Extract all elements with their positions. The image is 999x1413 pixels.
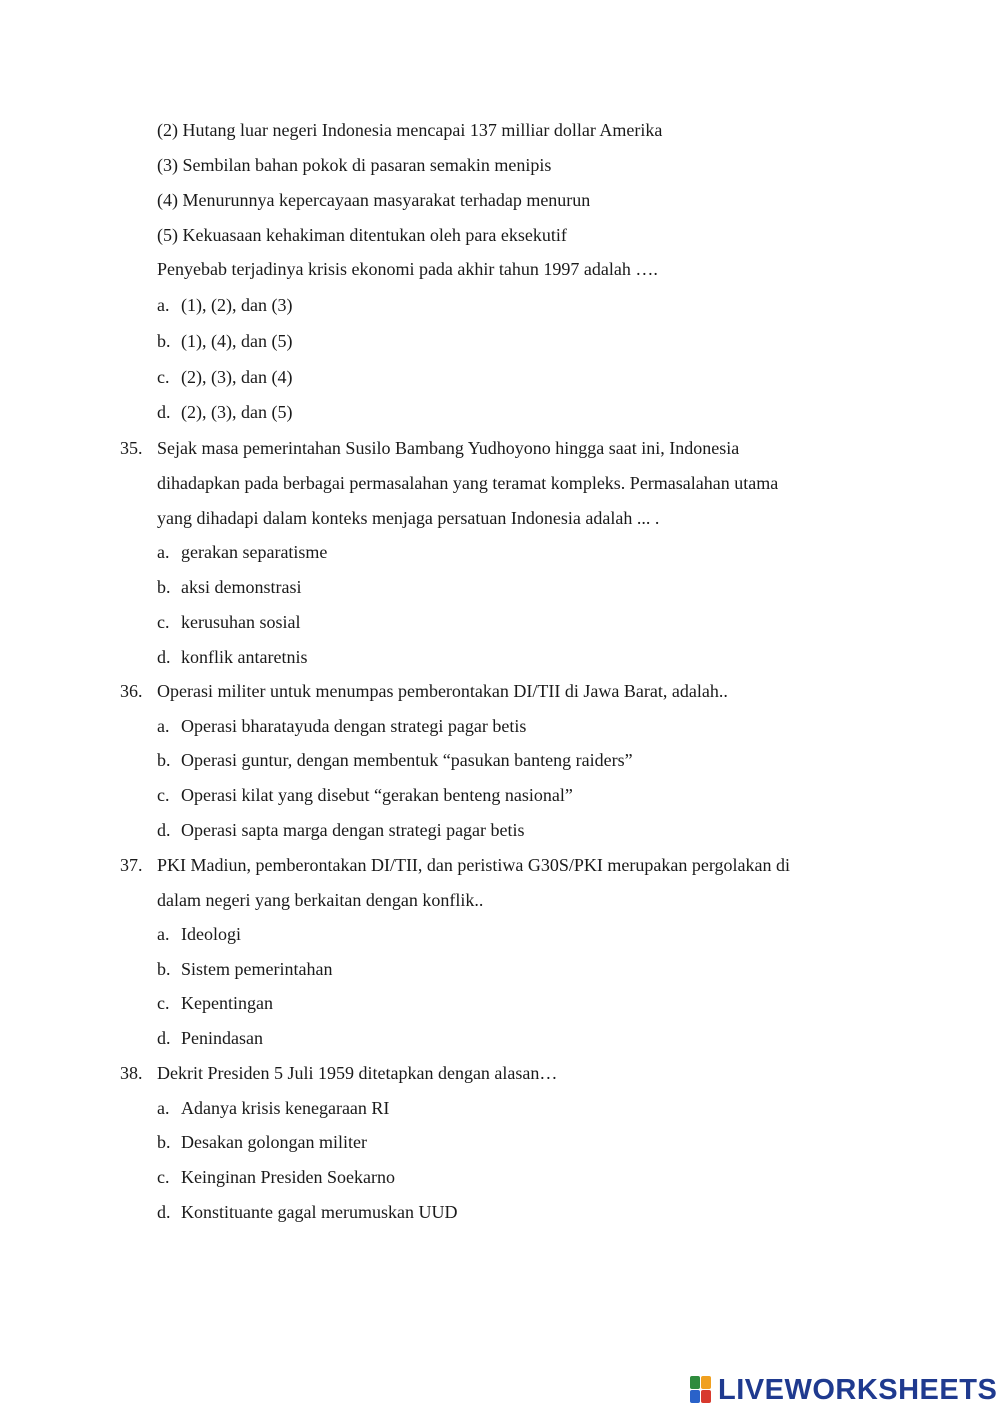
option-letter: c. [157, 612, 170, 632]
option-text: (2), (3), dan (5) [181, 402, 293, 422]
question-34-prompt: Penyebab terjadinya krisis ekonomi pada akhir tahun 1997 adalah …. [157, 259, 658, 279]
option-letter: b. [157, 577, 171, 597]
option-b[interactable] [157, 749, 633, 771]
option-text: (2), (3), dan (4) [181, 367, 293, 387]
question-text-line: dihadapkan pada berbagai permasalahan yang teramat kompleks. Permasalahan utama [157, 473, 779, 493]
option-text: Penindasan [181, 1028, 263, 1048]
option-letter: b. [157, 750, 171, 770]
question-text-line: PKI Madiun, pemberontakan DI/TII, dan peristiwa G30S/PKI merupakan pergolakan di [157, 855, 791, 875]
option-a[interactable] [157, 541, 327, 563]
option-letter: b. [157, 1132, 171, 1152]
option-c[interactable] [157, 1166, 395, 1188]
option-c[interactable] [157, 784, 573, 806]
option-letter: a. [157, 716, 170, 736]
option-text: Operasi guntur, dengan membentuk “pasukan banteng raiders” [181, 750, 633, 770]
question-text-line: Operasi militer untuk menumpas pemberontakan DI/TII di Jawa Barat, adalah.. [157, 681, 728, 701]
option-c[interactable] [157, 992, 273, 1014]
option-letter: d. [157, 1202, 171, 1222]
liveworksheets-logo-icon [690, 1376, 712, 1404]
option-a[interactable] [157, 923, 241, 945]
statement-5: (5) Kekuasaan kehakiman ditentukan oleh para eksekutif [157, 225, 567, 245]
statement-4: (4) Menurunnya kepercayaan masyarakat terhadap menurun [157, 190, 591, 210]
question-number: 38. [120, 1063, 143, 1083]
option-a[interactable] [157, 294, 292, 316]
option-letter: d. [157, 820, 171, 840]
option-b[interactable] [157, 958, 332, 980]
option-text: kerusuhan sosial [181, 612, 301, 632]
question-number: 37. [120, 855, 143, 875]
option-letter: a. [157, 542, 170, 562]
option-letter: c. [157, 367, 170, 387]
option-b[interactable] [157, 330, 292, 352]
option-c[interactable] [157, 611, 300, 633]
option-d[interactable] [157, 1027, 263, 1049]
option-text: Operasi bharatayuda dengan strategi pagar betis [181, 716, 527, 736]
liveworksheets-logo [690, 1373, 997, 1407]
option-d[interactable] [157, 1201, 457, 1223]
option-text: aksi demonstrasi [181, 577, 302, 597]
option-text: Keinginan Presiden Soekarno [181, 1167, 395, 1187]
option-b[interactable] [157, 1131, 367, 1153]
option-letter: c. [157, 993, 170, 1013]
option-text: (1), (2), dan (3) [181, 295, 293, 315]
option-d[interactable] [157, 401, 292, 423]
option-c[interactable] [157, 366, 292, 388]
option-text: konflik antaretnis [181, 647, 308, 667]
option-letter: d. [157, 1028, 171, 1048]
option-d[interactable] [157, 819, 525, 841]
option-a[interactable] [157, 1097, 389, 1119]
option-letter: d. [157, 647, 171, 667]
question-number: 36. [120, 681, 143, 701]
option-letter: a. [157, 295, 170, 315]
question-number: 35. [120, 438, 143, 458]
option-text: Operasi kilat yang disebut “gerakan benteng nasional” [181, 785, 573, 805]
option-letter: b. [157, 959, 171, 979]
option-letter: a. [157, 1098, 170, 1118]
question-text-line: Sejak masa pemerintahan Susilo Bambang Yudhoyono hingga saat ini, Indonesia [157, 438, 740, 458]
option-b[interactable] [157, 576, 301, 598]
option-d[interactable] [157, 646, 307, 668]
option-text: Kepentingan [181, 993, 273, 1013]
question-text-line: dalam negeri yang berkaitan dengan konflik.. [157, 890, 484, 910]
option-letter: b. [157, 331, 171, 351]
option-text: (1), (4), dan (5) [181, 331, 293, 351]
question-text-line: Dekrit Presiden 5 Juli 1959 ditetapkan dengan alasan… [157, 1063, 558, 1083]
option-text: Ideologi [181, 924, 241, 944]
option-letter: d. [157, 402, 171, 422]
statement-2: (2) Hutang luar negeri Indonesia mencapai 137 milliar dollar Amerika [157, 120, 663, 140]
liveworksheets-logo-text: LIVEWORKSHEETS [718, 1373, 998, 1406]
option-text: Desakan golongan militer [181, 1132, 367, 1152]
question-text-line: yang dihadapi dalam konteks menjaga persatuan Indonesia adalah ... . [157, 508, 660, 528]
statement-3: (3) Sembilan bahan pokok di pasaran semakin menipis [157, 155, 552, 175]
option-text: gerakan separatisme [181, 542, 328, 562]
option-text: Operasi sapta marga dengan strategi pagar betis [181, 820, 525, 840]
option-letter: c. [157, 785, 170, 805]
option-text: Sistem pemerintahan [181, 959, 333, 979]
option-letter: c. [157, 1167, 170, 1187]
option-text: Konstituante gagal merumuskan UUD [181, 1202, 458, 1222]
option-letter: a. [157, 924, 170, 944]
option-a[interactable] [157, 715, 526, 737]
option-text: Adanya krisis kenegaraan RI [181, 1098, 390, 1118]
